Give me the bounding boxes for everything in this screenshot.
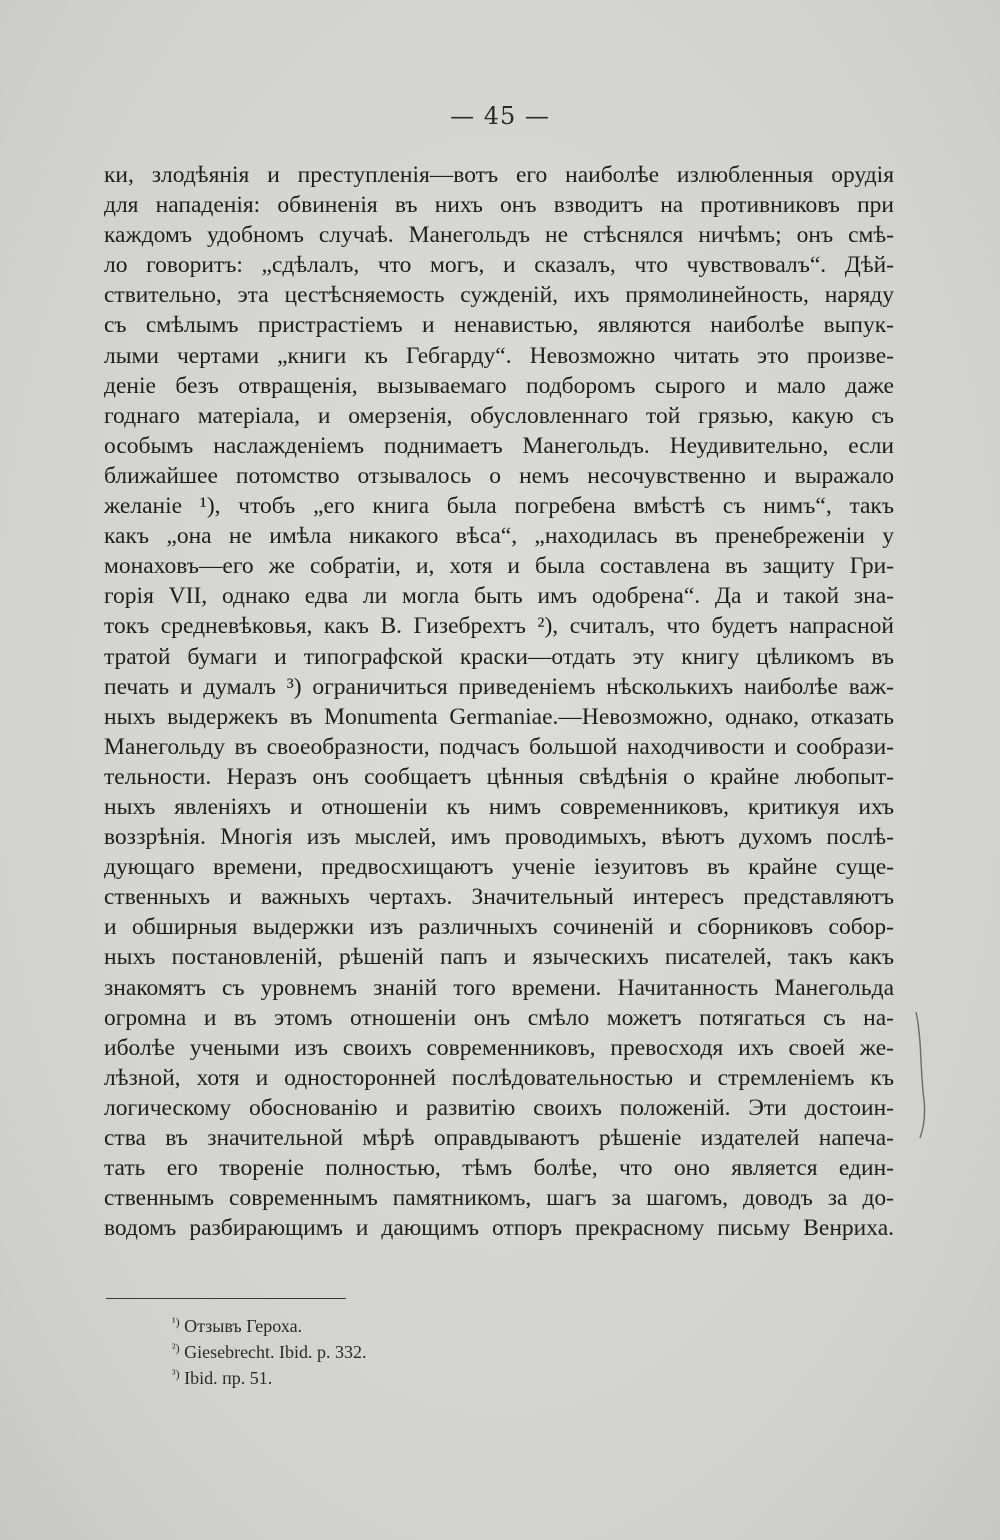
text-line: Манегольду въ своеобразности, подчасъ большой находчивости и сообрази- bbox=[104, 733, 894, 760]
text-line: тать его твореніе полностью, тѣмъ болѣе, что оно является един- bbox=[104, 1155, 894, 1182]
text-line: горія VII, однако едва ли могла быть имъ одобрена“. Да и такой зна- bbox=[104, 583, 894, 610]
text-line: съ смѣлымъ пристрастіемъ и ненавистью, являются наиболѣе выпук- bbox=[104, 312, 894, 339]
text-line: лѣзной, хотя и односторонней послѣдовательностью и стремленіемъ къ bbox=[104, 1064, 894, 1091]
text-line: ства въ значительной мѣрѣ оправдываютъ рѣшеніе издателей напеча- bbox=[104, 1125, 894, 1151]
text-line: желаніе ¹), чтобъ „его книга была погребена вмѣстѣ съ нимъ“, такъ bbox=[104, 493, 894, 520]
footnote-text: Отзывъ Героха. bbox=[184, 1316, 303, 1336]
text-line: ныхъ выдержекъ въ Monumenta Germaniae.—Невозможно, однако, отказать bbox=[104, 703, 894, 730]
text-line: дующаго времени, предвосхищаютъ ученіе іезуитовъ въ крайне суще- bbox=[104, 854, 894, 881]
text-line: какъ „она не имѣла никакого вѣса“, „находилась въ пренебреженіи у bbox=[104, 523, 894, 550]
text-line: ственнымъ современнымъ памятникомъ, шагъ за шагомъ, доводъ за до- bbox=[104, 1185, 894, 1212]
margin-pencil-mark bbox=[912, 1010, 936, 1140]
text-line: токъ средневѣковья, какъ В. Гизебрехтъ ²), считалъ, что будетъ напрасной bbox=[104, 613, 894, 640]
text-line: огромна и въ этомъ отношеніи онъ смѣло можетъ потягаться съ на- bbox=[104, 1004, 894, 1031]
text-line: деніе безъ отвращенія, вызываемаго подборомъ сырого и мало даже bbox=[104, 372, 894, 399]
text-line: ки, злодѣянія и преступленія—вотъ его наиболѣе излюбленныя орудія bbox=[104, 162, 894, 188]
footnote-mark: ³) bbox=[172, 1367, 180, 1381]
body-text bbox=[104, 160, 894, 1243]
text-line: ближайшее потомство отзывалось о немъ несочувственно и выражало bbox=[104, 462, 894, 489]
text-line: знакомятъ съ уровнемъ знаній того времени. Начитанность Манегольда bbox=[104, 974, 894, 1001]
footnote-divider bbox=[106, 1298, 346, 1299]
text-line: ствительно, эта цестѣсняемость сужденій, ихъ прямолинейность, наряду bbox=[104, 282, 894, 309]
text-line: тратой бумаги и типографской краски—отдать эту книгу цѣликомъ въ bbox=[104, 643, 894, 670]
footnote-text: Ibid. пр. 51. bbox=[184, 1368, 273, 1388]
text-line: ственныхъ и важныхъ чертахъ. Значительный интересъ представляютъ bbox=[104, 884, 894, 911]
footnote bbox=[172, 1335, 367, 1361]
footnote-mark: ²) bbox=[172, 1341, 180, 1355]
text-line: ныхъ постановленій, рѣшеній папъ и языческихъ писателей, такъ какъ bbox=[104, 944, 894, 971]
text-line: воззрѣнія. Многія изъ мыслей, имъ проводимыхъ, вѣютъ духомъ послѣ- bbox=[104, 824, 894, 851]
text-line: монаховъ—его же собратіи, и, хотя и была составлена въ защиту Гри- bbox=[104, 553, 894, 580]
footnotes bbox=[172, 1309, 367, 1387]
footnote-text: Giesebrecht. Ibid. p. 332. bbox=[184, 1342, 367, 1362]
footnote bbox=[172, 1309, 367, 1335]
text-line: особымъ наслажденіемъ поднимаетъ Манегольдъ. Неудивительно, если bbox=[104, 432, 894, 459]
text-line: лыми чертами „книги къ Гебгарду“. Невозможно читать это произве- bbox=[104, 342, 894, 369]
text-line: водомъ разбирающимъ и дающимъ отпоръ прекрасному письму Венриха. bbox=[104, 1215, 894, 1242]
text-line: ло говоритъ: „сдѣлалъ, что могъ, и сказалъ, что чувствовалъ“. Дѣй- bbox=[104, 252, 894, 279]
footnote bbox=[172, 1361, 367, 1387]
text-line: годнаго матеріала, и омерзенія, обусловленнаго той грязью, какую съ bbox=[104, 402, 894, 429]
text-line: для нападенія: обвиненія въ нихъ онъ взводитъ на противниковъ при bbox=[104, 192, 894, 219]
text-line: каждомъ удобномъ случаѣ. Манегольдъ не стѣснялся ничѣмъ; онъ смѣ- bbox=[104, 222, 894, 249]
text-line: иболѣе учеными изъ своихъ современниковъ, превосходя ихъ своей же- bbox=[104, 1034, 894, 1061]
text-line: и обширныя выдержки изъ различныхъ сочиненій и сборниковъ собор- bbox=[104, 914, 894, 941]
page-number: — 45 — bbox=[450, 102, 550, 130]
text-line: ныхъ явленіяхъ и отношеніи къ нимъ современниковъ, критикуя ихъ bbox=[104, 793, 894, 820]
text-line: логическому обоснованію и развитію своихъ положеній. Эти достоин- bbox=[104, 1094, 894, 1121]
text-line: печать и думалъ ³) ограничиться приведеніемъ нѣсколькихъ наиболѣе важ- bbox=[104, 673, 894, 700]
footnote-mark: ¹) bbox=[172, 1315, 180, 1329]
text-line: тельности. Неразъ онъ сообщаетъ цѣнныя свѣдѣнія о крайне любопыт- bbox=[104, 763, 894, 790]
